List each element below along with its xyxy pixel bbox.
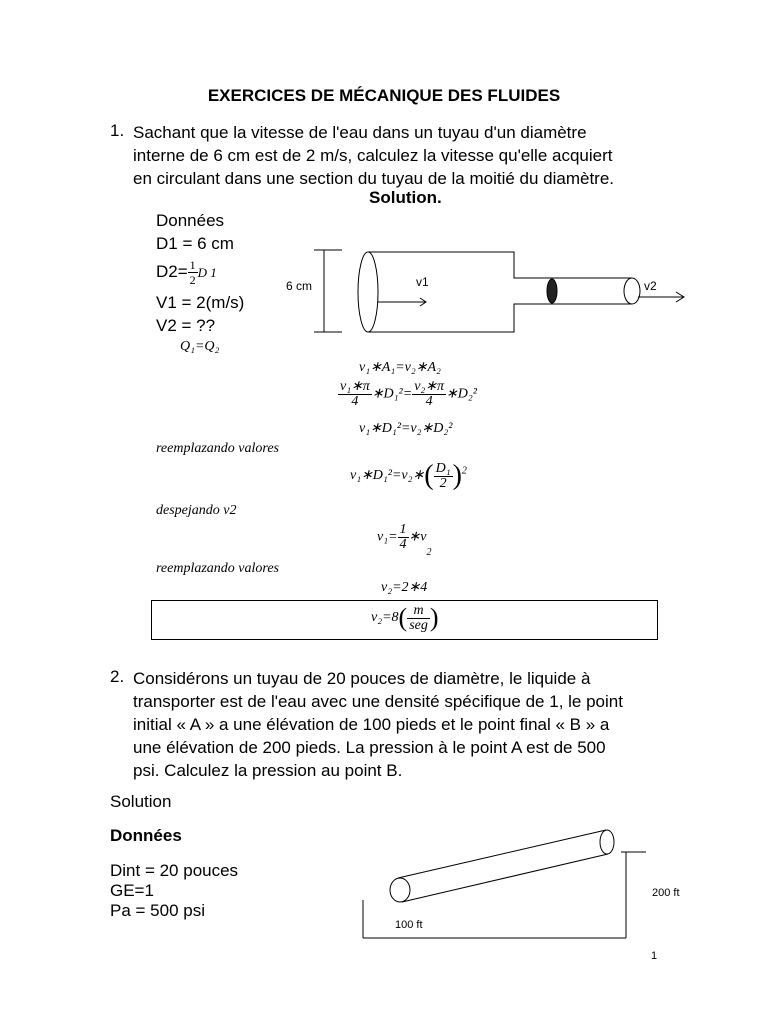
label-replace-1: reemplazando valores xyxy=(156,441,279,456)
statement-line: initial « A » a une élévation de 100 pieds et le point final « B » a xyxy=(133,715,610,734)
pipe-diagram-2 xyxy=(350,822,710,946)
given-ge: GE=1 xyxy=(110,881,154,900)
equation-step-2: $\frac{\text{v₁∗π}}{4}$ ∗D₁²= $\frac{\text{v₂∗π}}{4}$ ∗D₂² xyxy=(340,379,477,409)
dim-label: 6 cm xyxy=(286,279,313,293)
equation-step-6: v₂=2∗4 xyxy=(381,580,428,595)
given-d1: D1 = 6 cm xyxy=(156,234,234,253)
equation-step-1: v₁∗A₁=v₂∗A₂ xyxy=(359,360,441,375)
statement-line: en circulant dans une section du tuyau de la moitié du diamètre. xyxy=(133,169,615,188)
given-d2: D2= $\frac{1}{2}$ D 1 xyxy=(156,258,217,287)
outlet-ellipse xyxy=(624,278,640,304)
narrow-section-marker xyxy=(547,279,557,303)
exercise-1-number: 1. xyxy=(110,121,125,140)
exercise-2-statement xyxy=(133,667,623,782)
pipe-top-edge xyxy=(398,830,606,878)
statement-line: interne de 6 cm est de 2 m/s, calculez la vitesse qu'elle acquiert xyxy=(133,146,613,165)
donnees-heading: Données xyxy=(156,211,225,230)
pipe-top-outline xyxy=(368,252,632,278)
pipe-bottom-edge xyxy=(402,854,608,902)
equation-step-3: v₁∗D₁²=v₂∗D₂² xyxy=(359,421,453,436)
continuity-equation: Q₁=Q₂ xyxy=(180,339,220,354)
given-v1: V1 = 2(m/s) xyxy=(156,293,245,312)
document-title: EXERCICES DE MÉCANIQUE DES FLUIDES xyxy=(207,86,561,105)
statement-line: Considérons un tuyau de 20 pouces de diamètre, le liquide à xyxy=(133,669,591,688)
pipe-outlet-ellipse xyxy=(600,830,614,854)
solution-heading: Solution. xyxy=(369,188,442,207)
pipe-inlet-ellipse xyxy=(390,878,410,902)
solution-2-heading: Solution xyxy=(110,792,172,811)
high-elevation-label: 200 ft xyxy=(652,887,680,899)
given-dint: Dint = 20 pouces xyxy=(110,861,239,880)
exercise-1-statement xyxy=(133,121,614,190)
equation-step-5: v₁= $\frac{1}{4}$ $∗v_2$ xyxy=(377,522,432,558)
equation-step-4: v₁∗D₁²=v₂∗( $\frac{\text{D₁}}{2}$ )$^2$ xyxy=(350,460,467,491)
donnees-2-heading: Données xyxy=(110,826,182,845)
given-list-2 xyxy=(110,861,238,921)
exercise-2-number: 2. xyxy=(110,667,125,686)
given-v2: V2 = ?? xyxy=(156,316,216,335)
page-number: 1 xyxy=(651,950,658,962)
low-elevation-label: 100 ft xyxy=(395,919,423,931)
result-equation: v₂=8( $\frac{m}{\text{seg}}$ ) xyxy=(371,602,439,633)
v2-label: v2 xyxy=(644,279,657,293)
v1-label: v1 xyxy=(416,275,429,289)
statement-line: transporter est de l'eau avec une densité spécifique de 1, le point xyxy=(133,692,623,711)
given-pa: Pa = 500 psi xyxy=(110,901,205,920)
statement-line: psi. Calculez la pression au point B. xyxy=(133,761,403,780)
pipe-diagram-1 xyxy=(280,240,700,340)
statement-line: une élévation de 200 pieds. La pression à le point A est de 500 xyxy=(133,738,606,757)
inlet-ellipse xyxy=(358,252,378,332)
pipe-bottom-outline xyxy=(368,304,632,332)
label-solve: despejando v2 xyxy=(156,503,237,518)
label-replace-2: reemplazando valores xyxy=(156,561,279,576)
statement-line: Sachant que la vitesse de l'eau dans un tuyau d'un diamètre xyxy=(133,123,587,142)
